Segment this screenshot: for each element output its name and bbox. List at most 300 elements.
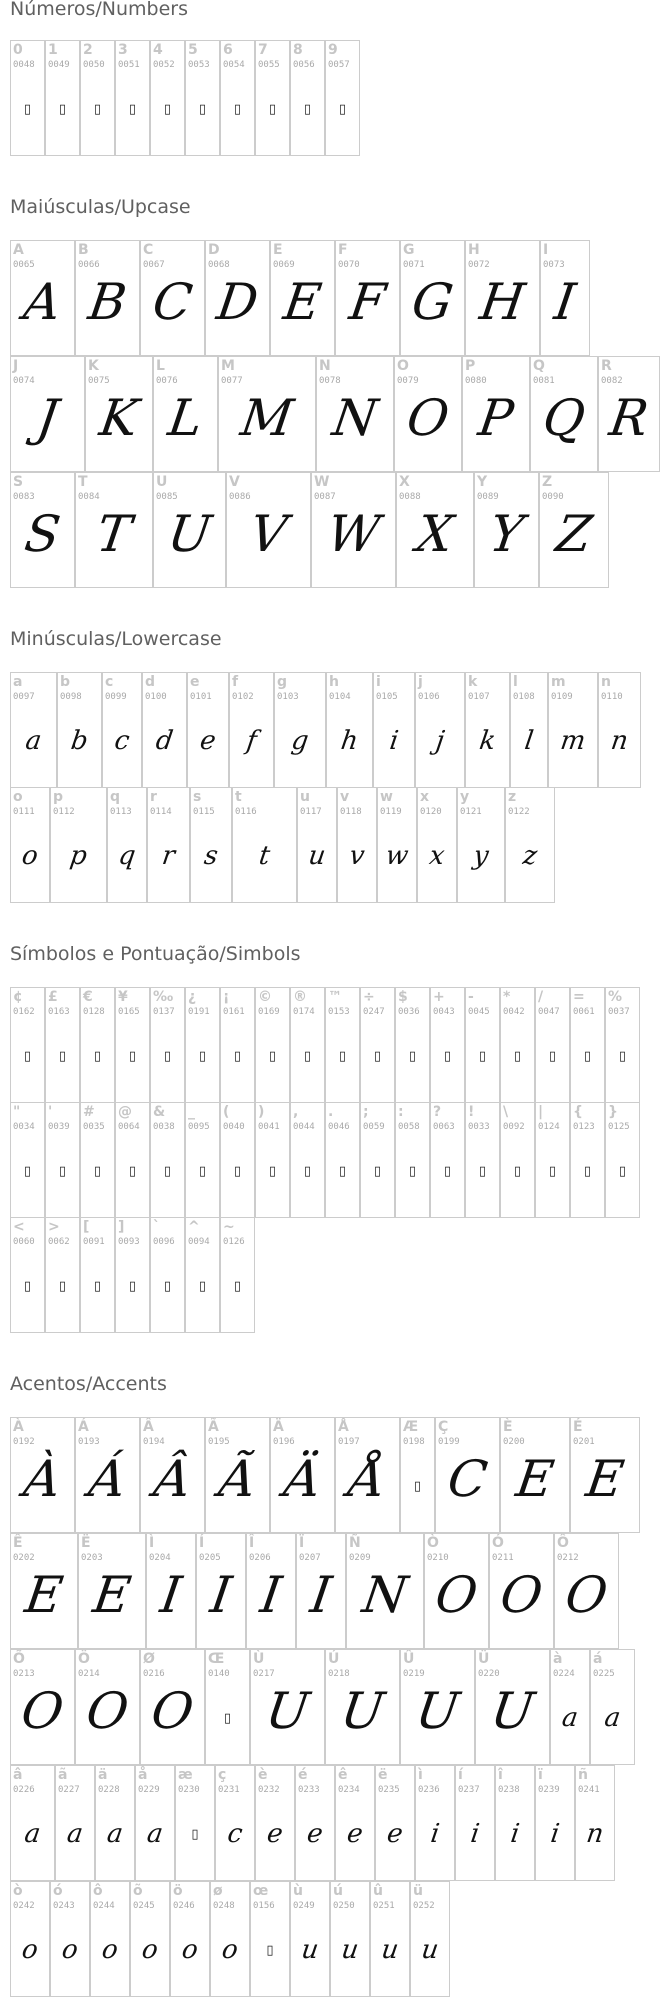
glyph-ue2: a: [22, 1819, 43, 1849]
char-label: 5: [188, 42, 198, 58]
char-label: Ä: [273, 1419, 284, 1435]
char-label: À: [13, 1419, 24, 1435]
char-cell: [395, 987, 430, 1103]
char-code: 0105: [376, 692, 398, 702]
char-code: 0101: [190, 692, 212, 702]
char-cell: [10, 1765, 55, 1881]
char-cell: [598, 672, 641, 788]
glyph-ue4: a: [105, 1819, 125, 1849]
glyph-t: t: [257, 841, 272, 871]
missing-glyph-icon: ▯: [268, 1049, 277, 1064]
char-label: Û: [403, 1651, 415, 1667]
glyph-ue1: a: [602, 1703, 623, 1733]
char-code: 0238: [498, 1785, 520, 1795]
char-cell: [325, 987, 360, 1103]
char-label: y: [460, 789, 470, 805]
char-cell: [360, 1102, 395, 1218]
char-label: £: [48, 989, 58, 1005]
char-cell: [274, 672, 326, 788]
glyph-t-upper: T: [93, 505, 135, 563]
char-code: 0193: [78, 1437, 100, 1447]
char-cell: [210, 1881, 250, 1997]
char-cell: [295, 1765, 335, 1881]
glyph-uce: I: [257, 1566, 285, 1624]
char-label: Ø: [143, 1651, 155, 1667]
char-label: ¢: [13, 989, 23, 1005]
missing-glyph-icon: ▯: [191, 1827, 199, 1842]
glyph-uf6: o: [180, 1935, 200, 1965]
char-cell: [346, 1533, 424, 1649]
char-code: 0198: [403, 1437, 425, 1447]
char-label: d: [145, 674, 156, 690]
char-code: 0082: [601, 376, 623, 386]
char-code: 0211: [492, 1553, 514, 1563]
char-code: 0104: [329, 692, 351, 702]
char-label: Ú: [328, 1651, 340, 1667]
char-cell: [474, 472, 539, 588]
char-cell: [10, 1881, 50, 1997]
char-code: 0217: [253, 1669, 275, 1679]
glyph-i: i: [387, 726, 401, 756]
missing-glyph-icon: ▯: [268, 1164, 277, 1179]
char-label: R: [601, 358, 612, 374]
char-label: E: [273, 242, 283, 258]
char-label: Ì: [149, 1535, 155, 1551]
char-cell: [500, 1102, 535, 1218]
char-code: 0210: [427, 1553, 449, 1563]
char-label: n: [601, 674, 611, 690]
glyph-ue3: a: [65, 1819, 85, 1849]
char-cell: [311, 472, 396, 588]
glyph-ud2: O: [431, 1566, 482, 1624]
char-code: 0079: [397, 376, 419, 386]
missing-glyph-icon: ▯: [93, 1164, 102, 1179]
missing-glyph-icon: ▯: [513, 1049, 522, 1064]
char-code: 0236: [418, 1785, 440, 1795]
char-label: ": [13, 1104, 21, 1120]
char-code: 0229: [138, 1785, 160, 1795]
glyph-ue8: e: [265, 1819, 285, 1849]
char-label: _: [188, 1104, 195, 1120]
char-code: 0087: [314, 492, 336, 502]
char-cell: [80, 1102, 115, 1218]
char-code: 0199: [438, 1437, 460, 1447]
char-label: B: [78, 242, 89, 258]
char-label: W: [314, 474, 330, 490]
char-code: 0156: [253, 1901, 275, 1911]
char-label: ,: [293, 1104, 299, 1120]
char-cell: [395, 1102, 430, 1218]
char-cell: [140, 1649, 205, 1765]
char-code: 0248: [213, 1901, 235, 1911]
glyph-ue5: a: [145, 1819, 165, 1849]
char-cell: [142, 672, 187, 788]
char-label: &: [153, 1104, 166, 1120]
char-cell: [10, 1533, 78, 1649]
char-code: 0233: [298, 1785, 320, 1795]
char-code: 0122: [508, 807, 530, 817]
char-label: [: [83, 1219, 90, 1235]
char-label: :: [398, 1104, 404, 1120]
glyph-s: s: [202, 841, 220, 871]
glyph-uf2: o: [20, 1935, 40, 1965]
char-label: $: [398, 989, 408, 1005]
char-cell: [417, 787, 457, 903]
char-cell: [400, 1649, 475, 1765]
char-label: V: [229, 474, 240, 490]
glyph-ueb: e: [385, 1819, 405, 1849]
char-label: S: [13, 474, 24, 490]
glyph-ud5: O: [17, 1682, 68, 1740]
char-label: ?: [433, 1104, 442, 1120]
char-cell: [424, 1533, 489, 1649]
char-code: 0125: [608, 1122, 630, 1132]
char-code: 0100: [145, 692, 167, 702]
char-code: 0040: [223, 1122, 245, 1132]
missing-glyph-icon: ▯: [303, 1049, 312, 1064]
char-label: Z: [542, 474, 553, 490]
char-cell: [170, 1881, 210, 1997]
char-code: 0228: [98, 1785, 120, 1795]
char-label: à: [553, 1651, 563, 1667]
char-label: ;: [363, 1104, 369, 1120]
char-code: 0106: [418, 692, 440, 702]
missing-glyph-icon: ▯: [93, 1279, 102, 1294]
char-cell: [290, 1102, 325, 1218]
glyph-ued: i: [468, 1819, 482, 1849]
glyph-m-upper: M: [237, 389, 297, 447]
char-code: 0092: [503, 1122, 525, 1132]
char-label: t: [235, 789, 242, 805]
char-label: Ö: [78, 1651, 90, 1667]
glyph-w-upper: W: [323, 505, 384, 563]
char-cell: [50, 787, 107, 903]
char-code: 0137: [153, 1007, 175, 1017]
char-code: 0039: [48, 1122, 70, 1132]
char-cell: [255, 987, 290, 1103]
char-cell: [78, 1533, 146, 1649]
char-label: v: [340, 789, 350, 805]
char-code: 0110: [601, 692, 623, 702]
char-code: 0246: [173, 1901, 195, 1911]
char-code: 0242: [13, 1901, 35, 1911]
char-label: H: [468, 242, 480, 258]
char-label: Â: [143, 1419, 154, 1435]
char-label: €: [83, 989, 93, 1005]
glyph-uf5: o: [140, 1935, 160, 1965]
char-label: î: [498, 1767, 503, 1783]
glyph-uc2: Â: [150, 1450, 195, 1508]
char-code: 0115: [193, 807, 215, 817]
char-cell: [400, 240, 465, 356]
char-code: 0080: [465, 376, 487, 386]
char-cell: [335, 240, 400, 356]
char-cell: [325, 1649, 400, 1765]
char-label: ë: [378, 1767, 388, 1783]
char-label: *: [503, 989, 511, 1005]
glyph-h: h: [339, 726, 360, 756]
char-code: 0038: [153, 1122, 175, 1132]
char-label: ñ: [578, 1767, 588, 1783]
glyph-uc5: Å: [345, 1450, 390, 1508]
char-code: 0077: [221, 376, 243, 386]
missing-glyph-icon: ▯: [128, 102, 137, 117]
glyph-d: d: [154, 726, 175, 756]
char-code: 0069: [273, 260, 295, 270]
glyph-m: m: [558, 726, 588, 756]
char-code: 0095: [188, 1122, 210, 1132]
char-cell: [250, 1881, 290, 1997]
char-code: 0054: [223, 60, 245, 70]
char-label: ~: [223, 1219, 235, 1235]
char-code: 0121: [460, 807, 482, 817]
char-code: 0036: [398, 1007, 420, 1017]
char-cell: [10, 1102, 45, 1218]
char-cell: [10, 1417, 75, 1533]
missing-glyph-icon: ▯: [338, 1164, 347, 1179]
char-code: 0094: [188, 1237, 210, 1247]
char-label: l: [513, 674, 518, 690]
char-label: Õ: [13, 1651, 25, 1667]
missing-glyph-icon: ▯: [198, 1279, 207, 1294]
char-cell: [45, 40, 80, 156]
char-code: 0116: [235, 807, 257, 817]
char-cell: [146, 1533, 196, 1649]
char-code: 0226: [13, 1785, 35, 1795]
missing-glyph-icon: ▯: [408, 1049, 417, 1064]
char-cell: [190, 787, 232, 903]
glyph-a-upper: A: [20, 273, 65, 331]
glyph-u-upper: U: [164, 505, 215, 563]
char-cell: [535, 1765, 575, 1881]
glyph-udb: U: [412, 1682, 463, 1740]
char-cell: [335, 1765, 375, 1881]
char-cell: [80, 1217, 115, 1333]
char-code: 0088: [399, 492, 421, 502]
char-label: û: [373, 1883, 383, 1899]
char-cell: [430, 987, 465, 1103]
char-cell: [455, 1765, 495, 1881]
glyph-o-upper: O: [403, 389, 453, 447]
char-cell: [396, 472, 474, 588]
char-cell: [175, 1765, 215, 1881]
char-label: Ù: [253, 1651, 265, 1667]
char-label: J: [13, 358, 19, 374]
char-code: 0237: [458, 1785, 480, 1795]
glyph-uc7: C: [444, 1450, 491, 1508]
char-cell: [462, 356, 530, 472]
char-label: r: [150, 789, 157, 805]
char-label: `: [153, 1219, 160, 1235]
char-cell: [150, 987, 185, 1103]
char-label: Œ: [208, 1651, 225, 1667]
char-cell: [550, 1649, 590, 1765]
char-code: 0232: [258, 1785, 280, 1795]
char-code: 0201: [573, 1437, 595, 1447]
char-cell: [10, 356, 85, 472]
char-code: 0050: [83, 60, 105, 70]
char-label: Æ: [403, 1419, 419, 1435]
char-cell: [115, 1217, 150, 1333]
glyph-ud9: U: [262, 1682, 313, 1740]
char-cell: [430, 1102, 465, 1218]
char-label: Í: [199, 1535, 205, 1551]
char-code: 0062: [48, 1237, 70, 1247]
char-label: i: [376, 674, 381, 690]
char-code: 0192: [13, 1437, 35, 1447]
char-code: 0093: [118, 1237, 140, 1247]
char-code: 0243: [53, 1901, 75, 1911]
section-title: Acentos/Accents: [10, 1373, 167, 1395]
missing-glyph-icon: ▯: [233, 1279, 242, 1294]
char-label: ©: [258, 989, 272, 1005]
char-label: ã: [58, 1767, 68, 1783]
glyph-ue0: a: [560, 1703, 580, 1733]
char-label: c: [105, 674, 114, 690]
char-code: 0048: [13, 60, 35, 70]
char-code: 0230: [178, 1785, 200, 1795]
char-label: z: [508, 789, 517, 805]
char-label: j: [418, 674, 423, 690]
char-code: 0074: [13, 376, 35, 386]
missing-glyph-icon: ▯: [373, 1164, 382, 1179]
char-label: h: [329, 674, 339, 690]
char-cell: [337, 787, 377, 903]
char-cell: [326, 672, 373, 788]
glyph-f-upper: F: [346, 273, 389, 331]
glyph-ud3: O: [496, 1566, 547, 1624]
char-code: 0073: [543, 260, 565, 270]
char-code: 0096: [153, 1237, 175, 1247]
missing-glyph-icon: ▯: [548, 1164, 557, 1179]
glyph-c-upper: C: [149, 273, 196, 331]
char-code: 0058: [398, 1122, 420, 1132]
char-cell: [475, 1649, 550, 1765]
char-cell: [115, 987, 150, 1103]
missing-glyph-icon: ▯: [373, 1049, 382, 1064]
char-label: I: [543, 242, 549, 258]
char-code: 0033: [468, 1122, 490, 1132]
char-cell: [205, 1649, 250, 1765]
char-label: 7: [258, 42, 268, 58]
char-code: 0202: [13, 1553, 35, 1563]
missing-glyph-icon: ▯: [58, 1279, 67, 1294]
glyph-z-upper: Z: [552, 505, 596, 563]
char-code: 0231: [218, 1785, 240, 1795]
char-code: 0207: [299, 1553, 321, 1563]
char-code: 0165: [118, 1007, 140, 1017]
char-label: 1: [48, 42, 58, 58]
char-cell: [335, 1417, 400, 1533]
char-code: 0252: [413, 1901, 435, 1911]
char-code: 0053: [188, 60, 210, 70]
char-code: 0070: [338, 260, 360, 270]
char-code: 0089: [477, 492, 499, 502]
char-code: 0113: [110, 807, 132, 817]
char-cell: [415, 1765, 455, 1881]
char-code: 0174: [293, 1007, 315, 1017]
char-label: g: [277, 674, 288, 690]
missing-glyph-icon: ▯: [23, 102, 32, 117]
char-cell: [140, 1417, 205, 1533]
char-code: 0076: [156, 376, 178, 386]
char-code: 0250: [333, 1901, 355, 1911]
char-cell: [130, 1881, 170, 1997]
char-label: ¥: [118, 989, 128, 1005]
missing-glyph-icon: ▯: [478, 1049, 487, 1064]
char-cell: [10, 240, 75, 356]
char-code: 0051: [118, 60, 140, 70]
char-code: 0195: [208, 1437, 230, 1447]
glyph-y: y: [471, 841, 491, 871]
char-label: ): [258, 1104, 265, 1120]
char-code: 0052: [153, 60, 175, 70]
char-code: 0065: [13, 260, 35, 270]
char-cell: [290, 40, 325, 156]
missing-glyph-icon: ▯: [163, 1164, 172, 1179]
char-cell: [465, 987, 500, 1103]
char-cell: [370, 1881, 410, 1997]
char-label: ø: [213, 1883, 223, 1899]
char-label: è: [258, 1767, 268, 1783]
glyph-uc8: E: [512, 1450, 558, 1508]
char-code: 0227: [58, 1785, 80, 1795]
char-label: ‰: [153, 989, 174, 1005]
char-label: 3: [118, 42, 128, 58]
missing-glyph-icon: ▯: [443, 1049, 452, 1064]
char-code: 0034: [13, 1122, 35, 1132]
char-label: ò: [13, 1883, 23, 1899]
glyph-e: e: [198, 726, 218, 756]
char-cell: [255, 40, 290, 156]
char-code: 0090: [542, 492, 564, 502]
char-code: 0108: [513, 692, 535, 702]
missing-glyph-icon: ▯: [408, 1164, 417, 1179]
char-code: 0064: [118, 1122, 140, 1132]
glyph-j: j: [433, 726, 447, 756]
char-code: 0219: [403, 1669, 425, 1679]
char-label: Ò: [427, 1535, 439, 1551]
char-code: 0102: [232, 692, 254, 702]
char-label: M: [221, 358, 235, 374]
missing-glyph-icon: ▯: [266, 1943, 274, 1958]
char-cell: [90, 1881, 130, 1997]
missing-glyph-icon: ▯: [233, 102, 242, 117]
char-code: 0099: [105, 692, 127, 702]
char-cell: [10, 1649, 75, 1765]
char-cell: [150, 1217, 185, 1333]
char-label: 2: [83, 42, 93, 58]
char-label: =: [573, 989, 585, 1005]
glyph-ud6: O: [82, 1682, 133, 1740]
char-cell: [150, 40, 185, 156]
missing-glyph-icon: ▯: [233, 1164, 242, 1179]
glyph-p: p: [68, 841, 89, 871]
char-code: 0098: [60, 692, 82, 702]
char-cell: [255, 1102, 290, 1218]
glyph-s-upper: S: [21, 505, 64, 563]
char-cell: [530, 356, 598, 472]
missing-glyph-icon: ▯: [58, 1049, 67, 1064]
char-code: 0112: [53, 807, 75, 817]
glyph-z: z: [521, 841, 539, 871]
glyph-x: x: [427, 841, 447, 871]
char-cell: [185, 987, 220, 1103]
char-label: @: [118, 1104, 132, 1120]
char-label: X: [399, 474, 410, 490]
char-code: 0083: [13, 492, 35, 502]
char-cell: [255, 1765, 295, 1881]
